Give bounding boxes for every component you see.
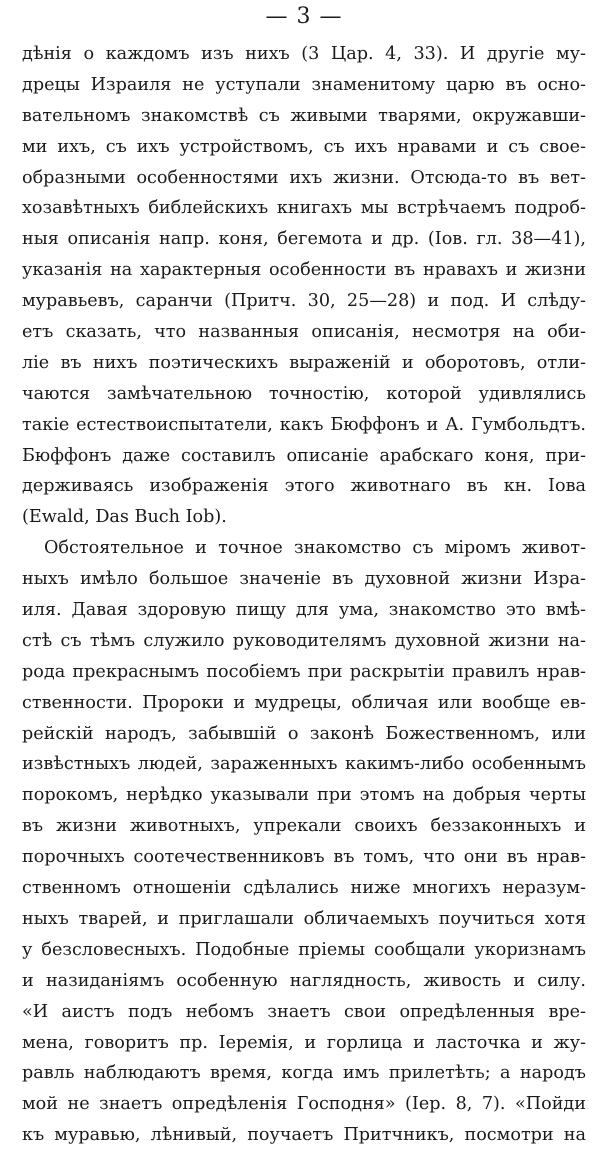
text-line: ственности. Пророки и мудрецы, обличая или вообще ев- bbox=[22, 692, 586, 713]
text-line: (Ewald, Das Buch Iob). bbox=[22, 507, 227, 528]
text-line: ныя описанія напр. коня, бегемота и др. (Іов. гл. 38—41), bbox=[22, 229, 586, 250]
text-line: иля. Давая здоровую пищу для ума, знакомство это вмѣ- bbox=[22, 600, 586, 621]
text-line: ственномъ отношеніи сдѣлались ниже многихъ неразум- bbox=[22, 878, 586, 899]
text-line: Бюффонъ даже составилъ описаніе арабскаго коня, при- bbox=[22, 445, 586, 466]
text-line: етъ сказать, что названныя описанія, несмотря на оби- bbox=[22, 322, 586, 343]
text-line: рода прекраснымъ пособіемъ при раскрытіи правилъ нрав- bbox=[22, 661, 586, 682]
text-line: къ муравью, лѣнивый, поучаетъ Притчникъ, посмотри на bbox=[22, 1125, 586, 1146]
page-number: — 3 — bbox=[265, 4, 343, 29]
text-line: Обстоятельное и точное знакомство съ міромъ живот- bbox=[44, 538, 586, 559]
text-line: стѣ съ тѣмъ служило руководителямъ духовной жизни на- bbox=[22, 630, 586, 651]
paragraph-2 bbox=[22, 533, 586, 1151]
paragraph-1 bbox=[22, 39, 586, 533]
text-line: указанія на характерныя особенности въ нравахъ и жизни bbox=[22, 260, 586, 281]
text-line: ми ихъ, съ ихъ устройствомъ, съ ихъ нравами и съ свое- bbox=[22, 136, 586, 157]
text-line: въ жизни животныхъ, упрекали своихъ беззаконныхъ и bbox=[22, 816, 586, 837]
text-line: и назиданіямъ особенную наглядность, живость и силу. bbox=[22, 970, 586, 991]
text-line: рейскій народъ, забывшій о законѣ Божественномъ, или bbox=[22, 723, 586, 744]
text-line: у безсловесныхъ. Подобные пріемы сообщали укоризнамъ bbox=[22, 939, 586, 960]
text-line: порокомъ, нерѣдко указывали при этомъ на добрыя черты bbox=[22, 785, 586, 806]
text-line: вательномъ знакомствѣ съ живыми тварями, окружавши- bbox=[22, 105, 586, 126]
text-line: хозавѣтныхъ библейскихъ книгахъ мы встрѣчаемъ подроб- bbox=[22, 198, 586, 219]
text-line: «И аистъ подъ небомъ знаетъ свои опредѣленныя вре- bbox=[22, 1001, 586, 1022]
text-line: образными особенностями ихъ жизни. Отсюда-то въ вет- bbox=[22, 167, 586, 188]
text-line: муравьевъ, саранчи (Притч. 30, 25—28) и под. И слѣду- bbox=[22, 291, 586, 312]
text-line: порочныхъ соотечественниковъ въ томъ, что они въ нрав- bbox=[22, 847, 586, 868]
text-line: равль наблюдаютъ время, когда имъ прилетѣть; а народъ bbox=[22, 1063, 586, 1084]
text-line: ліе въ нихъ поэтическихъ выраженій и оборотовъ, отли- bbox=[22, 352, 586, 373]
text-line: ныхъ имѣло большое значеніе въ духовной жизни Изра- bbox=[22, 569, 586, 590]
document-page bbox=[22, 0, 586, 1151]
text-line: дрецы Израиля не уступали знаменитому царю въ осно- bbox=[22, 74, 586, 95]
text-line: такіе естествоиспытатели, какъ Бюффонъ и А. Гумбольдтъ. bbox=[22, 414, 586, 435]
text-line: держиваясь изображенія этого животнаго въ кн. Іова bbox=[22, 476, 586, 497]
text-line: чаются замѣчательною точностію, которой удивлялись bbox=[22, 383, 586, 404]
text-line: мена, говоритъ пр. Іеремія, и горлица и ласточка и жу- bbox=[22, 1032, 586, 1053]
text-line: мой не знаетъ опредѣленія Господня» (Іер. 8, 7). «Пойди bbox=[22, 1094, 586, 1115]
text-line: ныхъ тварей, и приглашали обличаемыхъ поучиться хотя bbox=[22, 908, 586, 929]
text-line: извѣстныхъ людей, зараженныхъ какимъ-либо особеннымъ bbox=[22, 754, 586, 775]
text-line: дѣнія о каждомъ изъ нихъ (3 Цар. 4, 33). И другіе му- bbox=[22, 44, 586, 64]
